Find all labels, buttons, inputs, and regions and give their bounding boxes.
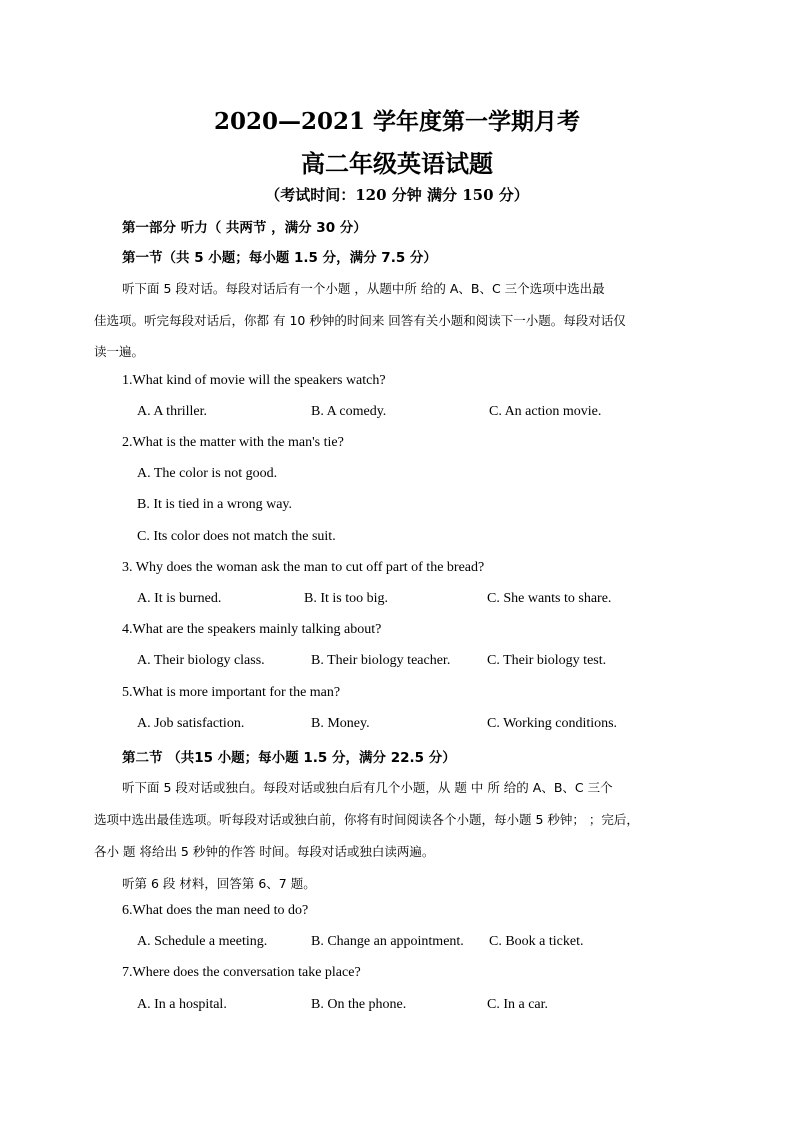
q7-option-b: B. On the phone. [311,997,407,1012]
q5-option-b: B. Money. [311,716,370,731]
section2-instructions-line: 各小 题 将给出 5 秒钟的作答 时间。每段对话或独白读两遍。 [94,844,435,859]
q1-option-c: C. An action movie. [489,404,602,419]
q7-option-c: C. In a car. [487,997,549,1012]
question-2: 2.What is the matter with the man's tie? [122,435,344,450]
exam-title: 2020—2021 学年度第一学期月考 [213,108,581,135]
section1-instructions-line: 听下面 5 段对话。每段对话后有一个小题 ，从题中所 给的 A、B、C 三个选项中选出最 [122,281,605,296]
q6-option-a: A. Schedule a meeting. [137,934,268,949]
q3-option-c: C. She wants to share. [487,591,612,606]
q4-option-c: C. Their biology test. [487,653,607,668]
q4-option-a: A. Their biology class. [137,653,265,668]
section1-instructions-line: 佳选项。听完每段对话后，你都 有 10 秒钟的时间来 回答有关小题和阅读下一小题。每段对话仅 [94,313,626,328]
q3-option-b: B. It is too big. [304,591,389,606]
q2-option-b: B. It is tied in a wrong way. [137,497,293,512]
question-6: 6.What does the man need to do? [122,903,309,918]
section2-heading: 第二节 （共15 小题；每小题 1.5 分，满分 22.5 分） [122,750,456,766]
exam-info: （考试时间：120 分钟 满分 150 分） [265,186,529,204]
exam-subtitle: 高二年级英语试题 [301,149,493,178]
question-7: 7.Where does the conversation take place? [122,965,361,980]
q3-option-a: A. It is burned. [137,591,222,606]
section2-instructions-line: 听下面 5 段对话或独白。每段对话或独白后有几个小题，从 题 中 所 给的 A、B、C 三个 [122,780,613,795]
question-4: 4.What are the speakers mainly talking about? [122,622,382,637]
section2-sub-instruction: 听第 6 段 材料，回答第 6、7 题。 [122,876,316,891]
section1-heading: 第一节（共 5 小题；每小题 1.5 分，满分 7.5 分） [122,250,437,266]
q2-option-c: C. Its color does not match the suit. [137,529,336,544]
q1-option-a: A. A thriller. [137,404,207,419]
part1-heading: 第一部分 听力（ 共两节 ，满分 30 分） [122,220,367,236]
q6-option-c: C. Book a ticket. [489,934,584,949]
question-5: 5.What is more important for the man? [122,685,341,700]
q5-option-a: A. Job satisfaction. [137,716,245,731]
question-3: 3. Why does the woman ask the man to cut off part of the bread? [122,560,485,575]
q7-option-a: A. In a hospital. [137,997,227,1012]
q4-option-b: B. Their biology teacher. [311,653,451,668]
section1-instructions-line: 读一遍。 [94,344,145,359]
q6-option-b: B. Change an appointment. [311,934,464,949]
q1-option-b: B. A comedy. [311,404,387,419]
q5-option-c: C. Working conditions. [487,716,618,731]
section2-instructions-line: 选项中选出最佳选项。听每段对话或独白前，你将有时间阅读各个小题，每小题 5 秒钟； ；完后， [94,812,639,827]
q2-option-a: A. The color is not good. [137,466,278,481]
question-1: 1.What kind of movie will the speakers watch? [122,373,386,388]
